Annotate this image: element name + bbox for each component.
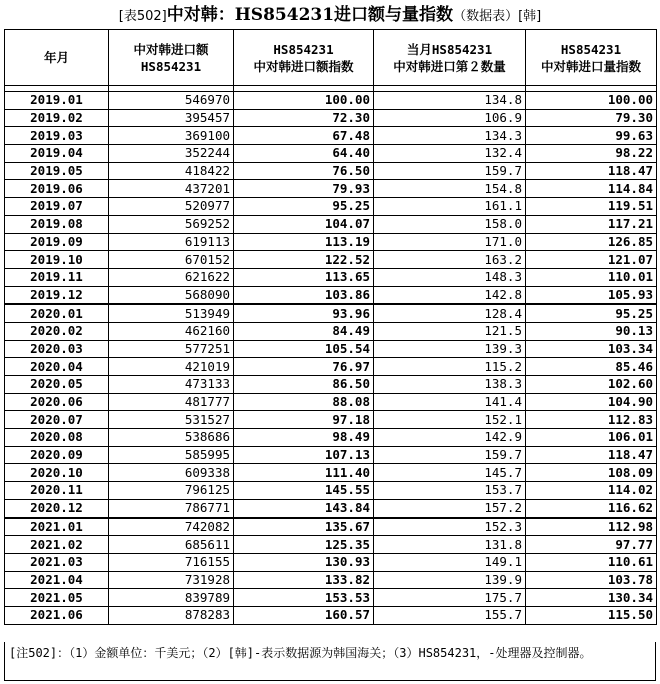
cell-import-value: 796125 [109,482,234,500]
cell-month: 2019.10 [5,251,109,269]
cell-quantity: 115.2 [374,358,526,376]
cell-value-index: 97.18 [234,411,374,429]
cell-quantity: 134.3 [374,127,526,145]
title-suffix: （数据表）[韩] [453,9,542,24]
col-header-quantity-index: HS854231 中对韩进口量指数 [526,30,657,86]
cell-month: 2020.07 [5,411,109,429]
cell-value-index: 113.19 [234,233,374,251]
cell-quantity: 161.1 [374,198,526,216]
cell-quantity: 157.2 [374,499,526,517]
cell-import-value: 716155 [109,553,234,571]
cell-import-value: 462160 [109,322,234,340]
table-row [5,340,657,358]
cell-month: 2020.06 [5,393,109,411]
cell-quantity-index: 79.30 [526,109,657,127]
cell-quantity: 145.7 [374,464,526,482]
cell-month: 2020.01 [5,304,109,322]
cell-quantity-index: 97.77 [526,536,657,554]
table-row [5,251,657,269]
cell-quantity-index: 90.13 [526,322,657,340]
cell-quantity: 121.5 [374,322,526,340]
cell-import-value: 619113 [109,233,234,251]
table-row [5,429,657,447]
table-row [5,376,657,394]
cell-quantity-index: 102.60 [526,376,657,394]
header-row [5,30,657,86]
cell-value-index: 98.49 [234,429,374,447]
table-row [5,109,657,127]
cell-quantity: 149.1 [374,553,526,571]
cell-quantity-index: 116.62 [526,499,657,517]
cell-value-index: 105.54 [234,340,374,358]
cell-month: 2021.04 [5,571,109,589]
cell-quantity: 139.3 [374,340,526,358]
cell-quantity-index: 112.98 [526,518,657,536]
table-row [5,162,657,180]
table-row [5,322,657,340]
cell-value-index: 107.13 [234,446,374,464]
cell-value-index: 84.49 [234,322,374,340]
cell-value-index: 76.50 [234,162,374,180]
cell-quantity-index: 100.00 [526,92,657,110]
cell-import-value: 352244 [109,145,234,163]
cell-quantity: 171.0 [374,233,526,251]
cell-value-index: 133.82 [234,571,374,589]
cell-quantity-index: 126.85 [526,233,657,251]
cell-month: 2019.01 [5,92,109,110]
cell-import-value: 546970 [109,92,234,110]
cell-quantity-index: 130.34 [526,589,657,607]
cell-import-value: 621622 [109,268,234,286]
cell-month: 2019.06 [5,180,109,198]
cell-quantity: 153.7 [374,482,526,500]
cell-import-value: 577251 [109,340,234,358]
cell-quantity-index: 103.78 [526,571,657,589]
cell-quantity-index: 121.07 [526,251,657,269]
cell-quantity: 148.3 [374,268,526,286]
cell-import-value: 418422 [109,162,234,180]
cell-value-index: 111.40 [234,464,374,482]
cell-value-index: 79.93 [234,180,374,198]
cell-import-value: 670152 [109,251,234,269]
cell-month: 2021.02 [5,536,109,554]
cell-quantity-index: 104.90 [526,393,657,411]
cell-month: 2019.05 [5,162,109,180]
cell-month: 2019.02 [5,109,109,127]
table-row [5,215,657,233]
table-row [5,553,657,571]
cell-value-index: 113.65 [234,268,374,286]
cell-import-value: 437201 [109,180,234,198]
table-row [5,304,657,322]
cell-month: 2020.11 [5,482,109,500]
cell-value-index: 143.84 [234,499,374,517]
cell-quantity: 138.3 [374,376,526,394]
cell-import-value: 585995 [109,446,234,464]
cell-import-value: 395457 [109,109,234,127]
table-row [5,145,657,163]
cell-quantity: 159.7 [374,446,526,464]
cell-quantity-index: 115.50 [526,606,657,624]
cell-quantity: 152.1 [374,411,526,429]
cell-import-value: 568090 [109,286,234,304]
table-row [5,393,657,411]
cell-quantity: 158.0 [374,215,526,233]
cell-value-index: 86.50 [234,376,374,394]
cell-value-index: 100.00 [234,92,374,110]
data-table [4,29,657,625]
cell-quantity: 175.7 [374,589,526,607]
cell-import-value: 421019 [109,358,234,376]
cell-quantity: 106.9 [374,109,526,127]
cell-month: 2019.04 [5,145,109,163]
table-row [5,499,657,517]
table-row [5,536,657,554]
table-row [5,464,657,482]
cell-value-index: 64.40 [234,145,374,163]
cell-quantity: 142.8 [374,286,526,304]
cell-quantity-index: 114.84 [526,180,657,198]
cell-import-value: 520977 [109,198,234,216]
cell-month: 2020.09 [5,446,109,464]
cell-import-value: 878283 [109,606,234,624]
col-header-import-value: 中对韩进口额 HS854231 [109,30,234,86]
cell-month: 2019.08 [5,215,109,233]
cell-quantity: 134.8 [374,92,526,110]
cell-quantity-index: 95.25 [526,304,657,322]
cell-month: 2019.03 [5,127,109,145]
cell-value-index: 93.96 [234,304,374,322]
cell-value-index: 72.30 [234,109,374,127]
table-row [5,589,657,607]
table-row [5,198,657,216]
table-row [5,482,657,500]
cell-import-value: 481777 [109,393,234,411]
cell-quantity: 155.7 [374,606,526,624]
cell-month: 2020.03 [5,340,109,358]
cell-month: 2020.10 [5,464,109,482]
cell-import-value: 731928 [109,571,234,589]
cell-month: 2021.03 [5,553,109,571]
table-row [5,268,657,286]
table-row [5,358,657,376]
cell-quantity: 141.4 [374,393,526,411]
table-title [0,0,660,29]
cell-month: 2021.05 [5,589,109,607]
cell-value-index: 88.08 [234,393,374,411]
table-row [5,446,657,464]
cell-import-value: 569252 [109,215,234,233]
cell-value-index: 67.48 [234,127,374,145]
cell-import-value: 609338 [109,464,234,482]
table-row [5,606,657,624]
cell-value-index: 135.67 [234,518,374,536]
cell-month: 2019.09 [5,233,109,251]
cell-quantity-index: 110.61 [526,553,657,571]
table-row [5,286,657,304]
cell-import-value: 839789 [109,589,234,607]
cell-import-value: 473133 [109,376,234,394]
col-header-month: 年月 [5,30,109,86]
cell-import-value: 513949 [109,304,234,322]
cell-quantity-index: 85.46 [526,358,657,376]
cell-value-index: 153.53 [234,589,374,607]
cell-month: 2021.06 [5,606,109,624]
cell-quantity-index: 108.09 [526,464,657,482]
cell-month: 2020.02 [5,322,109,340]
cell-import-value: 538686 [109,429,234,447]
col-header-value-index: HS854231 中对韩进口额指数 [234,30,374,86]
cell-quantity: 131.8 [374,536,526,554]
cell-quantity-index: 99.63 [526,127,657,145]
table-row [5,92,657,110]
cell-value-index: 76.97 [234,358,374,376]
table-number: [表502] [118,9,167,24]
cell-quantity-index: 110.01 [526,268,657,286]
cell-quantity-index: 119.51 [526,198,657,216]
cell-value-index: 130.93 [234,553,374,571]
table-row [5,233,657,251]
cell-quantity: 163.2 [374,251,526,269]
table-row [5,180,657,198]
table-row [5,127,657,145]
table-row [5,411,657,429]
table-row [5,571,657,589]
cell-month: 2019.07 [5,198,109,216]
cell-quantity-index: 117.21 [526,215,657,233]
cell-import-value: 786771 [109,499,234,517]
cell-quantity-index: 112.83 [526,411,657,429]
cell-month: 2020.04 [5,358,109,376]
cell-quantity-index: 114.02 [526,482,657,500]
title-main: 中对韩：HS854231进口额与量指数 [166,5,454,25]
cell-value-index: 95.25 [234,198,374,216]
cell-value-index: 125.35 [234,536,374,554]
table-row [5,518,657,536]
footnote: [注502]：（1）金额单位：千美元；（2）[韩]-表示数据源为韩国海关；（3）HS854231，-处理器及控制器。 [4,642,656,681]
col-header-quantity: 当月HS854231 中对韩进口第２数量 [374,30,526,86]
cell-quantity: 139.9 [374,571,526,589]
cell-quantity-index: 118.47 [526,446,657,464]
cell-month: 2019.12 [5,286,109,304]
cell-quantity-index: 103.34 [526,340,657,358]
cell-value-index: 160.57 [234,606,374,624]
cell-month: 2020.12 [5,499,109,517]
cell-month: 2021.01 [5,518,109,536]
cell-value-index: 103.86 [234,286,374,304]
cell-quantity-index: 118.47 [526,162,657,180]
cell-quantity-index: 106.01 [526,429,657,447]
cell-month: 2019.11 [5,268,109,286]
cell-quantity: 132.4 [374,145,526,163]
cell-value-index: 145.55 [234,482,374,500]
cell-quantity-index: 98.22 [526,145,657,163]
cell-import-value: 685611 [109,536,234,554]
cell-import-value: 369100 [109,127,234,145]
cell-quantity: 152.3 [374,518,526,536]
cell-import-value: 742082 [109,518,234,536]
cell-quantity: 159.7 [374,162,526,180]
cell-quantity-index: 105.93 [526,286,657,304]
cell-value-index: 104.07 [234,215,374,233]
cell-month: 2020.08 [5,429,109,447]
cell-month: 2020.05 [5,376,109,394]
table-body [5,86,657,625]
cell-quantity: 128.4 [374,304,526,322]
cell-quantity: 142.9 [374,429,526,447]
cell-quantity: 154.8 [374,180,526,198]
cell-value-index: 122.52 [234,251,374,269]
cell-import-value: 531527 [109,411,234,429]
